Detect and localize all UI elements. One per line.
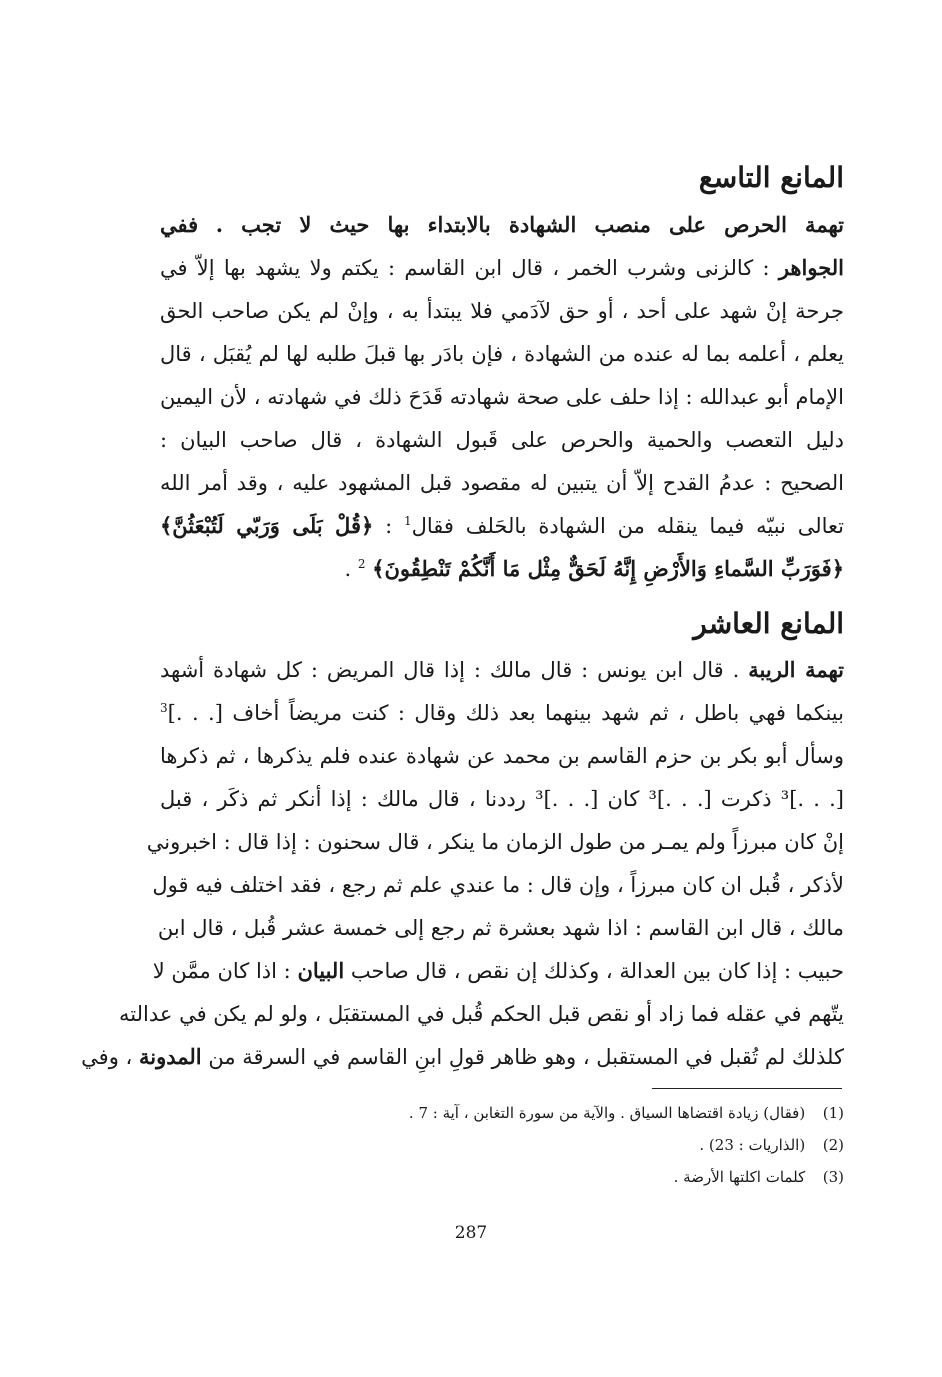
paragraph-line (160, 210, 844, 240)
bold-phrase: البيان (297, 958, 345, 983)
paragraph-line (160, 655, 844, 685)
footnote (409, 1102, 844, 1124)
paragraph-line: إنْ كان مبرزاً ولم يمـر من طول الزمان ما ينكر ، قال سحنون : إذا قال : اخبروني (146, 830, 844, 854)
footnote-ref: 2 (357, 557, 366, 571)
paragraph-line (152, 956, 844, 986)
footnote-text: (الذاريات : 23) . (699, 1136, 806, 1154)
footnote-text: (فقال) زيادة اقتضاها السياق . والآية من سورة التغابن ، آية : 7 . (408, 1104, 806, 1122)
text-span: كلذلك لم تُقبل في المستقبل ، وهو ظاهر قولِ ابنِ القاسم في السرقة من (208, 1045, 844, 1069)
paragraph-line: الإمام أبو عبدالله : إذا حلف على صحة شهادته قَدَحَ ذلك في شهادته ، لأن اليمين (160, 385, 844, 409)
footnote-text: كلمات اكلتها الأرضة . (673, 1168, 806, 1186)
paragraph-line: لأذكر ، قُبل ان كان مبرزاً ، وإن قال : ما عندي علم ثم رجع ، فقد اختلف فيه قول (152, 873, 844, 897)
heading-ninth-impediment: المانع التاسع (698, 161, 844, 194)
page-number: 287 (454, 1223, 488, 1243)
paragraph-line: مالك ، قال ابن القاسم : اذا شهد بعشرة ثم رجع إلى خمسة عشر قُبل ، قال ابن (157, 916, 844, 940)
paragraph-line (160, 554, 844, 584)
bold-phrase: تهمة الريبة (748, 657, 844, 682)
footnote (674, 1166, 844, 1188)
bold-phrase: تهمة الحرص على منصب الشهادة بالابتداء بها حيث لا تجب . (215, 212, 844, 237)
footnote-ref: 1 (403, 514, 412, 528)
footnote-ref: 3 (160, 701, 168, 715)
text-span: : كالزنى وشرب الخمر ، قال ابن القاسم : يكتم ولا يشهد بها إلاّ في (160, 256, 770, 280)
bold-phrase: المدونة (138, 1044, 202, 1069)
text-span: . (344, 557, 352, 581)
heading-tenth-impediment: المانع العاشر (693, 607, 844, 640)
quran-verse: ﴿فَوَرَبِّ السَّماءِ وَالأَرْضِ إِنَّهُ لَحَقٌّ مِثْل مَا أَنَّكُمْ تَنْطِقُونَ﴾ (372, 556, 844, 581)
bold-phrase: ففي (160, 212, 199, 237)
paragraph-line: جرحة إنْ شهد على أحد ، أو حق لآدَمي فلا يبتدأ به ، وإنْ لم يكن صاحب الحق (160, 299, 844, 323)
text-span: تعالى نبيّه فيما ينقله من الشهادة بالحَلف فقال (411, 514, 844, 538)
footnote-number: (1) (822, 1104, 844, 1122)
paragraph-line: دليل التعصب والحمية والحرص على قَبول الشهادة ، قال صاحب البيان : (160, 428, 844, 452)
paragraph-line: يتّهم في عقله فما زاد أو نقص قبل الحكم قُبل في المستقبَل ، ولو لم يكن في عدالته (119, 1002, 844, 1026)
text-span: ، وفي (81, 1045, 133, 1069)
paragraph-line (81, 1042, 844, 1072)
quran-verse: ﴿قُلْ بَلَى وَرَبّي لَتُبْعَثُنَّ﴾ (160, 513, 374, 538)
paragraph-line: الصحيح : عدمُ القدح إلاّ أن يتبين له مقصود قبل المشهود عليه ، وقد أمر الله (160, 471, 844, 495)
paragraph-line (160, 253, 844, 283)
text-span: : اذا كان ممَّن لا (152, 959, 291, 983)
footnote-number: (3) (822, 1168, 844, 1186)
footnote-number: (2) (822, 1136, 844, 1154)
paragraph-line (160, 698, 844, 728)
bold-phrase: الجواهر (778, 255, 844, 280)
footnote (699, 1134, 844, 1156)
paragraph-line: يعلم ، أعلمه بما له عنده من الشهادة ، فإن بادَر بها قبلَ طلبه لها لم يُقبَل ، قال (160, 342, 844, 366)
paragraph-line: وسأل أبو بكر بن حزم القاسم بن محمد عن شهادة عنده فلم يذكرها ، ثم ذكرها (160, 744, 844, 768)
text-span: : (385, 514, 393, 538)
text-span: حبيب : إذا كان بين العدالة ، وكذلك إن نقص ، قال صاحب (350, 959, 844, 983)
text-span: بينكما فهي باطل ، ثم شهد بينهما بعد ذلك وقال : كنت مريضاً أخاف [. . .] (167, 701, 844, 725)
paragraph-line: [. . .]³ ذكرت [. . .]³ كان [. . .]³ رددنا ، قال مالك : إذا أنكر ثم ذكَر ، قبل (160, 787, 844, 811)
paragraph-line (160, 511, 844, 541)
footnote-separator (652, 1088, 842, 1089)
text-span: . قال ابن يونس : قال مالك : إذا قال المريض : كل شهادة أشهد (160, 658, 740, 682)
